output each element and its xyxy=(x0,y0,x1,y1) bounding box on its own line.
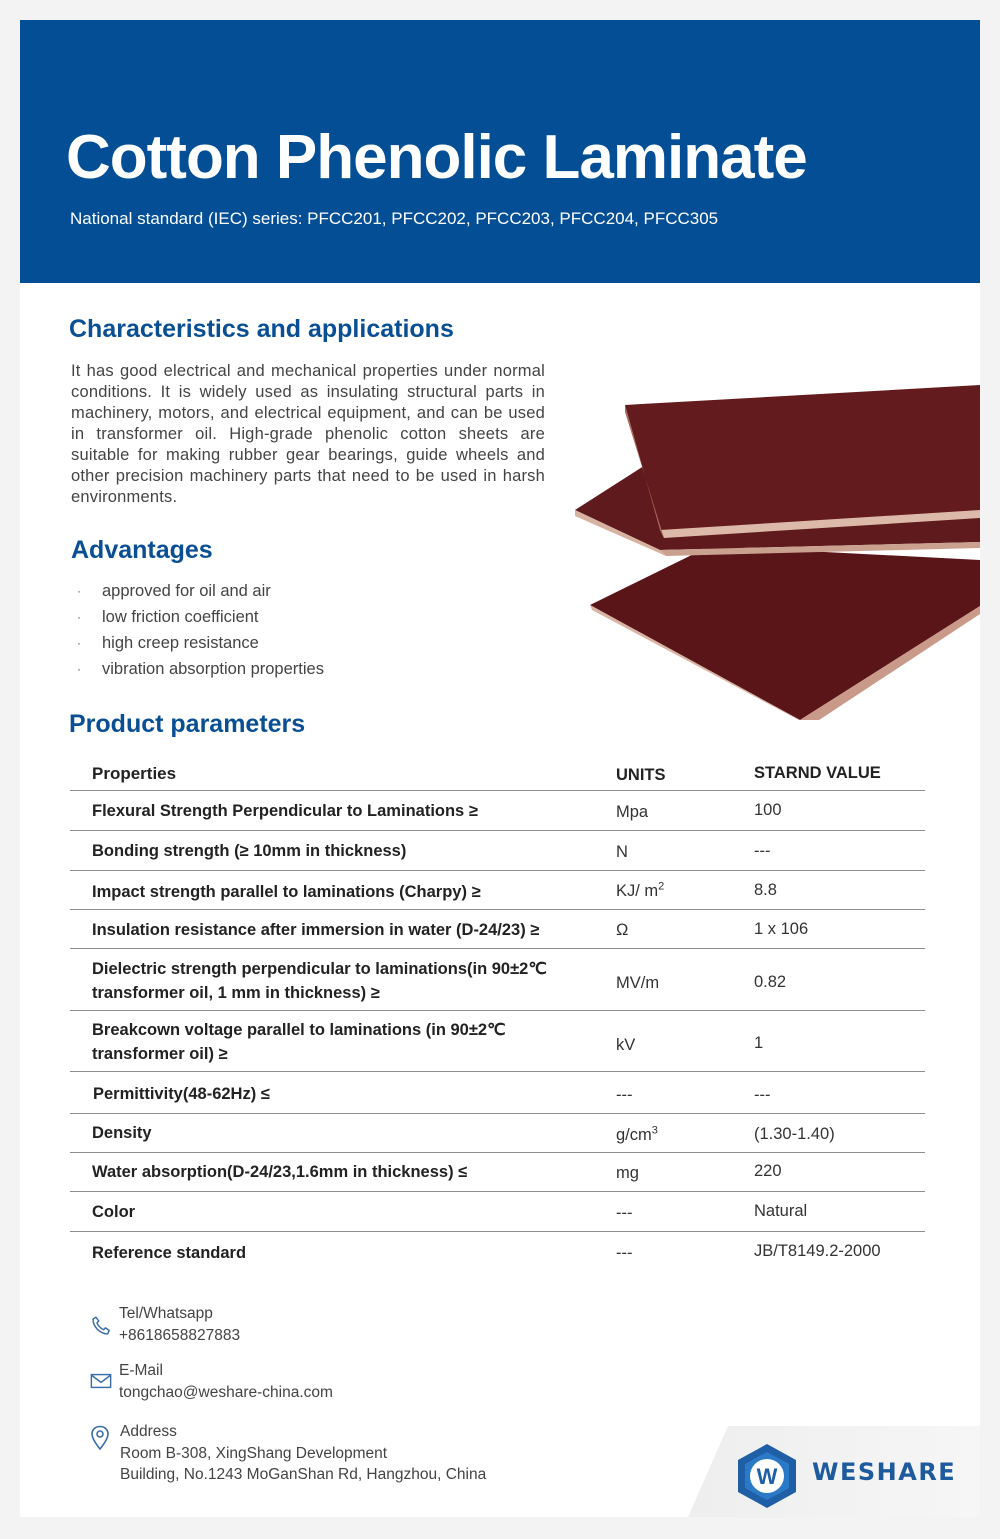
list-item: · vibration absorption properties xyxy=(77,660,324,678)
page-subtitle: National standard (IEC) series: PFCC201, PFCC202, PFCC203, PFCC204, PFCC305 xyxy=(70,209,719,228)
table-row: Insulation resistance after immersion in water (D-24/23) ≥ Ω 1 x 106 xyxy=(70,910,925,949)
table-row: Dielectric strength perpendicular to laminations(in 90±2℃ transformer oil, 1 mm in thickness) ≥ MV/m 0.82 xyxy=(70,949,925,1011)
list-item: · approved for oil and air xyxy=(77,582,271,600)
page-card xyxy=(20,20,980,1517)
characteristics-text: It has good electrical and mechanical properties under normal conditions. It is widely used as insulating structural parts in machinery, motors, and electrical equipment, and can be used in transformer oil. High-grade phenolic cotton sheets are suitable for making rubber gear bearings, guide wheels and other precision machinery parts that need to be used in harsh environments. xyxy=(71,362,545,506)
phone-label: Tel/Whatsapp xyxy=(119,1305,213,1322)
table-row: Reference standard --- JB/T8149.2-2000 xyxy=(92,1242,881,1262)
parameters-table xyxy=(70,760,925,1272)
table-row: Impact strength parallel to laminations (Charpy) ≥ KJ/ $m^2$ 8.8 xyxy=(70,871,925,910)
brand-name: WESHARE xyxy=(812,1458,957,1486)
column-header-units: UNITS xyxy=(616,766,666,784)
table-row: Flexural Strength Perpendicular to Laminations ≥ Mpa 100 xyxy=(70,791,925,831)
mail-icon xyxy=(90,1372,112,1390)
table-row: Density $g/cm^3$ (1.30-1.40) xyxy=(70,1114,925,1153)
table-row: Bonding strength (≥ 10mm in thickness) N --- xyxy=(70,831,925,871)
phone-value[interactable]: +8618658827883 xyxy=(119,1327,241,1344)
header-banner xyxy=(20,20,980,283)
email-label: E-Mail xyxy=(119,1362,163,1379)
svg-text:W: W xyxy=(756,1464,778,1489)
list-item: · high creep resistance xyxy=(77,634,259,652)
email-value[interactable]: tongchao@weshare-china.com xyxy=(119,1384,333,1401)
address-label: Address xyxy=(120,1423,177,1440)
table-row: Water absorption(D-24/23,1.6mm in thickness) ≤ mg 220 xyxy=(70,1153,925,1192)
table-row: Color --- Natural xyxy=(70,1192,925,1232)
characteristics-heading: Characteristics and applications xyxy=(69,315,454,343)
page-title: Cotton Phenolic Laminate xyxy=(66,123,807,192)
table-row: Permittivity(48-62Hz) ≤ --- --- xyxy=(70,1072,925,1114)
column-header-value: STARND VALUE xyxy=(754,764,881,782)
table-row: Breakcown voltage parallel to laminations (in 90±2℃ transformer oil) ≥ kV 1 xyxy=(70,1011,925,1072)
laminate-sheets-image xyxy=(570,360,980,720)
address-line-1: Room B-308, XingShang Development xyxy=(120,1445,388,1462)
location-pin-icon xyxy=(90,1425,110,1451)
weshare-logo-icon xyxy=(732,1442,802,1510)
column-header-properties: Properties xyxy=(92,764,177,783)
phone-icon xyxy=(90,1315,112,1337)
address-line-2: Building, No.1243 MoGanShan Rd, Hangzhou, China xyxy=(120,1466,487,1483)
advantages-heading: Advantages xyxy=(71,536,213,564)
list-item: · low friction coefficient xyxy=(77,608,259,626)
advantages-list xyxy=(71,582,324,686)
parameters-heading: Product parameters xyxy=(69,710,306,738)
table-header-row xyxy=(70,760,925,791)
